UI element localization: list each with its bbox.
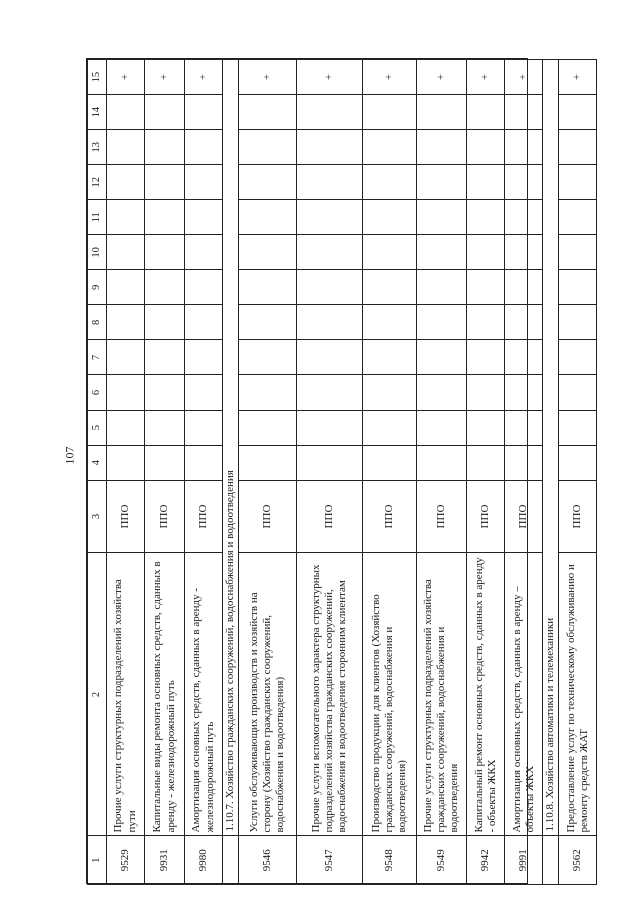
empty-cell [363, 375, 417, 410]
service-name-cell: Прочие услуги структурных подразделений хозяйства пути [107, 553, 145, 836]
empty-cell [107, 165, 145, 200]
empty-cell [363, 200, 417, 235]
empty-cell [239, 305, 297, 340]
section-spacer-cell [543, 836, 559, 885]
header-cell: 15 [88, 60, 107, 95]
header-cell: 12 [88, 165, 107, 200]
empty-cell [145, 340, 185, 375]
empty-cell [505, 270, 543, 305]
empty-cell [467, 410, 505, 445]
empty-cell [559, 95, 597, 130]
empty-cell [297, 270, 363, 305]
empty-cell [145, 235, 185, 270]
empty-cell [417, 95, 467, 130]
empty-cell [297, 235, 363, 270]
empty-cell [239, 130, 297, 165]
table-row [559, 60, 597, 885]
empty-cell [239, 95, 297, 130]
empty-cell [239, 340, 297, 375]
empty-cell [505, 340, 543, 375]
applicability-mark-cell: + [417, 60, 467, 95]
service-name-cell: Прочие услуги вспомогательного характера структурных подразделений хозяйства гражданских сооружений, водоснабжения и водоотведения сторонним клиентам [297, 553, 363, 836]
service-name-cell: Прочие услуги структурных подразделений хозяйства гражданских сооружений, водоснабжения и водоотведения [417, 553, 467, 836]
empty-cell [505, 130, 543, 165]
header-cell: 5 [88, 410, 107, 445]
applicability-mark-cell: + [297, 60, 363, 95]
empty-cell [505, 305, 543, 340]
header-cell: 1 [88, 836, 107, 885]
empty-cell [417, 165, 467, 200]
empty-cell [107, 95, 145, 130]
empty-cell [363, 235, 417, 270]
empty-cell [145, 270, 185, 305]
empty-cell [559, 235, 597, 270]
empty-cell [107, 305, 145, 340]
empty-cell [505, 410, 543, 445]
service-name-cell: Капитальный ремонт основных средств, сданных в аренду - объекты ЖКХ [467, 553, 505, 836]
empty-cell [239, 200, 297, 235]
account-code-cell: 9931 [145, 836, 185, 885]
empty-cell [559, 445, 597, 480]
empty-cell [239, 235, 297, 270]
empty-cell [297, 95, 363, 130]
empty-cell [505, 200, 543, 235]
empty-cell [467, 340, 505, 375]
table-row [297, 60, 363, 885]
empty-cell [185, 340, 223, 375]
table-row [467, 60, 505, 885]
unit-cell: ППО [467, 480, 505, 553]
empty-cell [467, 130, 505, 165]
service-name-cell: Капитальные виды ремонта основных средств, сданных в аренду - железнодорожный путь [145, 553, 185, 836]
empty-cell [467, 445, 505, 480]
section-heading: 1.10.7. Хозяйство гражданских сооружений, водоснабжения и водоотведения [223, 60, 239, 836]
empty-cell [505, 375, 543, 410]
header-cell: 13 [88, 130, 107, 165]
applicability-mark-cell: + [559, 60, 597, 95]
section-heading: 1.10.8. Хозяйство автоматики и телемеханики [543, 60, 559, 836]
empty-cell [297, 375, 363, 410]
empty-cell [145, 445, 185, 480]
header-cell: 8 [88, 305, 107, 340]
empty-cell [239, 445, 297, 480]
service-name-cell: Предоставление услуг по техническому обслуживанию и ремонту средств ЖАТ [559, 553, 597, 836]
empty-cell [363, 95, 417, 130]
section-spacer-cell [223, 836, 239, 885]
empty-cell [107, 375, 145, 410]
empty-cell [363, 410, 417, 445]
table-row [505, 60, 543, 885]
account-code-cell: 9548 [363, 836, 417, 885]
empty-cell [185, 445, 223, 480]
header-cell: 2 [88, 553, 107, 836]
empty-cell [239, 270, 297, 305]
empty-cell [417, 130, 467, 165]
empty-cell [185, 130, 223, 165]
empty-cell [185, 410, 223, 445]
empty-cell [297, 130, 363, 165]
empty-cell [145, 130, 185, 165]
applicability-mark-cell: + [505, 60, 543, 95]
section-row [223, 60, 239, 885]
header-cell: 4 [88, 445, 107, 480]
empty-cell [297, 200, 363, 235]
empty-cell [363, 340, 417, 375]
empty-cell [239, 375, 297, 410]
empty-cell [417, 445, 467, 480]
empty-cell [505, 445, 543, 480]
empty-cell [297, 165, 363, 200]
account-code-cell: 9980 [185, 836, 223, 885]
table-row [145, 60, 185, 885]
unit-cell: ППО [559, 480, 597, 553]
service-name-cell: Производство продукции для клиентов (Хозяйство гражданских сооружений, водоснабжения и водоотведения) [363, 553, 417, 836]
empty-cell [185, 165, 223, 200]
empty-cell [559, 305, 597, 340]
unit-cell: ППО [185, 480, 223, 553]
empty-cell [297, 445, 363, 480]
page-number: 107 [62, 446, 77, 465]
table-row [185, 60, 223, 885]
empty-cell [505, 95, 543, 130]
service-name-cell: Услуги обслуживающих производств и хозяйств на сторону (Хозяйство гражданских сооружений, водоснабжения и водоотведения) [239, 553, 297, 836]
unit-cell: ППО [505, 480, 543, 553]
empty-cell [297, 410, 363, 445]
empty-cell [417, 375, 467, 410]
unit-cell: ППО [239, 480, 297, 553]
service-name-cell: Амортизация основных средств, сданных в аренду - железнодорожный путь [185, 553, 223, 836]
table-row [417, 60, 467, 885]
header-cell: 6 [88, 375, 107, 410]
empty-cell [559, 375, 597, 410]
empty-cell [107, 340, 145, 375]
account-code-cell: 9991 [505, 836, 543, 885]
empty-cell [145, 95, 185, 130]
empty-cell [559, 270, 597, 305]
empty-cell [107, 410, 145, 445]
table-row [107, 60, 145, 885]
account-code-cell: 9549 [417, 836, 467, 885]
empty-cell [145, 165, 185, 200]
empty-cell [145, 305, 185, 340]
table-row [363, 60, 417, 885]
empty-cell [417, 270, 467, 305]
empty-cell [297, 340, 363, 375]
tariff-table [87, 59, 597, 885]
empty-cell [467, 165, 505, 200]
header-cell: 9 [88, 270, 107, 305]
empty-cell [417, 410, 467, 445]
unit-cell: ППО [417, 480, 467, 553]
empty-cell [417, 235, 467, 270]
applicability-mark-cell: + [363, 60, 417, 95]
empty-cell [107, 270, 145, 305]
header-cell: 14 [88, 95, 107, 130]
empty-cell [467, 235, 505, 270]
empty-cell [467, 270, 505, 305]
empty-cell [559, 165, 597, 200]
account-code-cell: 9546 [239, 836, 297, 885]
empty-cell [297, 305, 363, 340]
empty-cell [559, 130, 597, 165]
empty-cell [185, 200, 223, 235]
account-code-cell: 9529 [107, 836, 145, 885]
table-row [239, 60, 297, 885]
empty-cell [505, 235, 543, 270]
empty-cell [145, 375, 185, 410]
header-cell: 11 [88, 200, 107, 235]
applicability-mark-cell: + [145, 60, 185, 95]
header-row [88, 60, 107, 885]
unit-cell: ППО [363, 480, 417, 553]
empty-cell [559, 410, 597, 445]
empty-cell [363, 445, 417, 480]
unit-cell: ППО [297, 480, 363, 553]
rotated-table-container [87, 59, 590, 885]
section-row [543, 60, 559, 885]
applicability-mark-cell: + [239, 60, 297, 95]
empty-cell [467, 95, 505, 130]
empty-cell [417, 340, 467, 375]
header-cell: 7 [88, 340, 107, 375]
empty-cell [559, 200, 597, 235]
account-code-cell: 9547 [297, 836, 363, 885]
empty-cell [417, 305, 467, 340]
unit-cell: ППО [145, 480, 185, 553]
empty-cell [505, 165, 543, 200]
empty-cell [559, 340, 597, 375]
empty-cell [185, 305, 223, 340]
unit-cell: ППО [107, 480, 145, 553]
empty-cell [363, 165, 417, 200]
empty-cell [185, 95, 223, 130]
empty-cell [363, 305, 417, 340]
applicability-mark-cell: + [467, 60, 505, 95]
empty-cell [467, 200, 505, 235]
account-code-cell: 9562 [559, 836, 597, 885]
service-name-cell: Амортизация основных средств, сданных в аренду – объекты ЖКХ [505, 553, 543, 836]
empty-cell [363, 130, 417, 165]
empty-cell [107, 200, 145, 235]
empty-cell [363, 270, 417, 305]
document-table-frame [86, 58, 590, 884]
header-cell: 10 [88, 235, 107, 270]
empty-cell [107, 445, 145, 480]
empty-cell [145, 410, 185, 445]
empty-cell [145, 200, 185, 235]
applicability-mark-cell: + [185, 60, 223, 95]
empty-cell [107, 235, 145, 270]
empty-cell [185, 235, 223, 270]
account-code-cell: 9942 [467, 836, 505, 885]
header-cell: 3 [88, 480, 107, 553]
empty-cell [107, 130, 145, 165]
empty-cell [417, 200, 467, 235]
empty-cell [185, 375, 223, 410]
empty-cell [467, 305, 505, 340]
empty-cell [239, 410, 297, 445]
empty-cell [239, 165, 297, 200]
empty-cell [467, 375, 505, 410]
empty-cell [185, 270, 223, 305]
applicability-mark-cell: + [107, 60, 145, 95]
